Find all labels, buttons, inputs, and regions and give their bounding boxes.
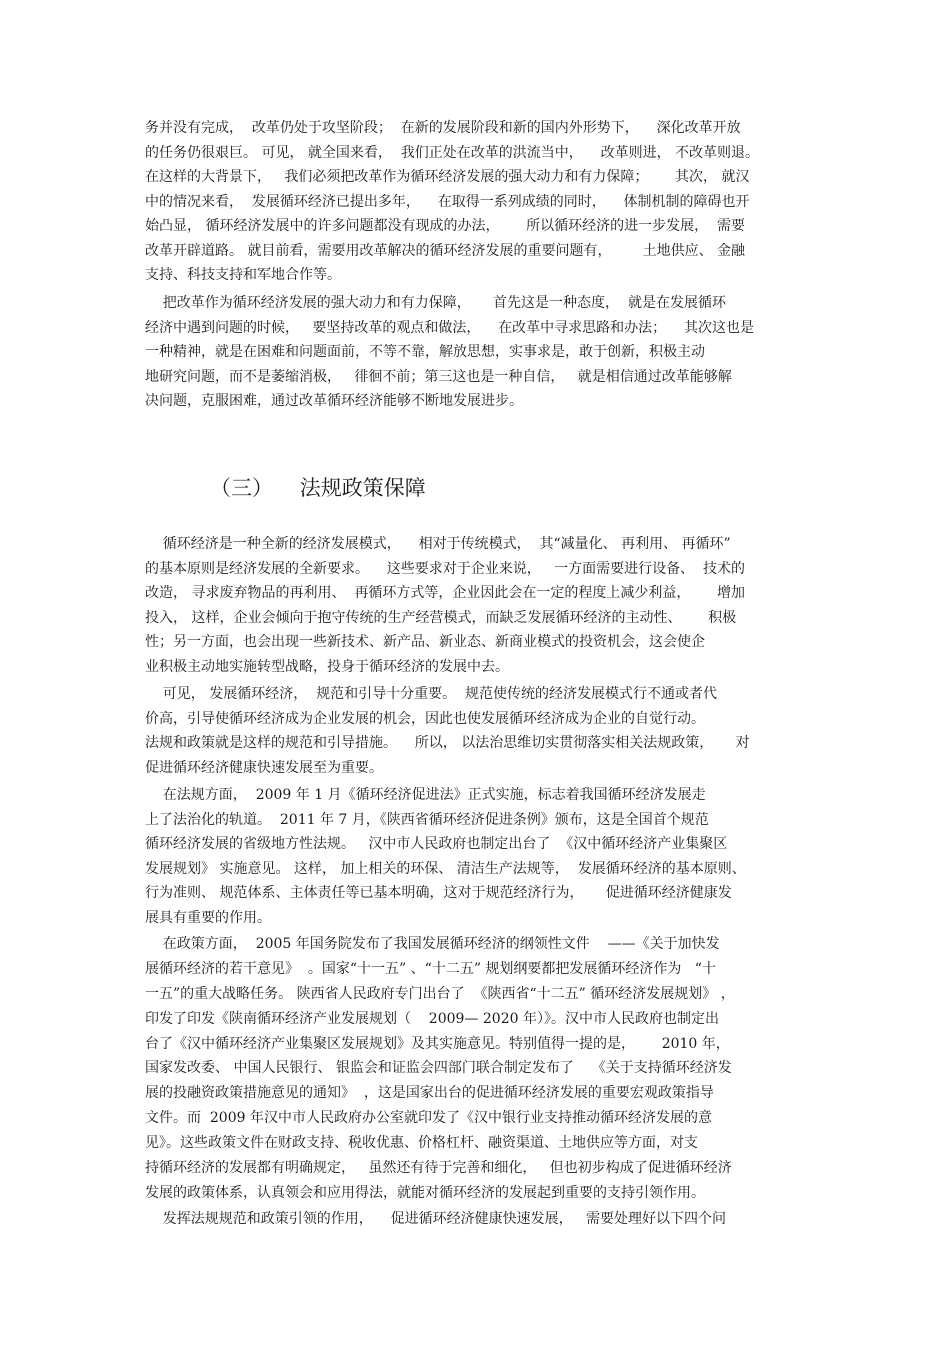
text-line: 台了《汉中循环经济产业集聚区发展规划》及其实施意见。特别值得一提的是， 2010 年， [145,1036,730,1052]
text-line: 持循环经济的发展都有明确规定， 虽然还有待于完善和细化， 但也初步构成了促进循环经济 [145,1160,732,1176]
text-line: 中的情况来看， 发展循环经济已提出多年， 在取得一系列成绩的同时， 体制机制的障碍也开 [145,194,750,210]
text-line: 法规和政策就是这样的规范和引导措施。 所以， 以法治思维切实贯彻落实相关法规政策， 对 [145,735,750,751]
text-line: 经济中遇到问题的时候， 要坚持改革的观点和做法， 在改革中寻求思路和办法； 其次这也是 [145,320,754,336]
text-line: 务并没有完成， 改革仍处于攻坚阶段； 在新的发展阶段和新的国内外形势下， 深化改革开放 [145,120,741,136]
text-line: 在这样的大背景下， 我们必须把改革作为循环经济发展的强大动力和有力保障； 其次， 就汉 [145,169,750,185]
text-line: 在法规方面， 2009 年 1 月《循环经济促进法》正式实施，标志着我国循环经济发展走 [145,787,706,803]
text-line: 展的投融资政策措施意见的通知》 ，这是国家出台的促进循环经济发展的重要宏观政策指导 [145,1085,714,1101]
text-line: 改造， 寻求废弃物品的再利用、 再循环方式等，企业因此会在一定的程度上减少利益， 增加 [145,585,746,601]
text-line: 地研究问题，而不是萎缩消极， 徘徊不前；第三这也是一种自信， 就是相信通过改革能够解 [145,369,732,385]
section-heading: （三） 法规政策保障 [210,476,426,500]
text-line: 在政策方面， 2005 年国务院发布了我国发展循环经济的纲领性文件 ——《关于加快发 [145,936,720,952]
text-line: 的基本原则是经济发展的全新要求。 这些要求对于企业来说， 一方面需要进行设备、 技术的 [145,561,746,577]
text-line: 循环经济发展的省级地方性法规。 汉中市人民政府也制定出台了 《汉中循环经济产业集聚区 [145,836,728,852]
text-line: 支持、科技支持和军地合作等。 [145,267,341,283]
text-line: 国家发改委、 中国人民银行、 银监会和证监会四部门联合制定发布了 《关于支持循环经济发 [145,1060,732,1076]
text-line: 展循环经济的若干意见》 。国家“十一五” 、“十二五” 规划纲要都把发展循环经济作为 “十 [145,961,716,977]
text-line: 价高，引导使循环经济成为企业发展的机会，因此也使发展循环经济成为企业的自觉行动。 [145,711,705,727]
text-line: 可见， 发展循环经济， 规范和引导十分重要。 规范使传统的经济发展模式行不通或者代 [145,686,718,702]
text-line: 的任务仍很艰巨。 可见， 就全国来看， 我们正处在改革的洪流当中， 改革则进， 不改革则退。 [145,145,760,161]
text-line: 投入， 这样，企业会倾向于抱守传统的生产经营模式，而缺乏发展循环经济的主动性、 积极 [145,610,737,626]
text-line: 发展的政策体系，认真领会和应用得法，就能对循环经济的发展起到重要的支持引领作用。 [145,1185,705,1201]
text-line: 促进循环经济健康快速发展至为重要。 [145,760,383,776]
text-line: 业积极主动地实施转型战略，投身于循环经济的发展中去。 [145,659,509,675]
text-line: 展具有重要的作用。 [145,910,271,926]
text-line: 改革开辟道路。 就目前看，需要用改革解决的循环经济发展的重要问题有， 土地供应、 金融 [145,243,746,259]
text-line: 一种精神，就是在困难和问题面前，不等不靠，解放思想，实事求是，敢于创新，积极主动 [145,344,705,360]
text-line: 发展规划》 实施意见。 这样， 加上相关的环保、 清洁生产法规等， 发展循环经济的基本原则、 [145,861,746,877]
text-line: 性；另一方面，也会出现一些新技术、新产品、新业态、新商业模式的投资机会，这会使企 [145,634,705,650]
text-line: 见》。这些政策文件在财政支持、税收优惠、价格杠杆、融资渠道、土地供应等方面，对支 [145,1135,698,1151]
text-line: 行为准则、 规范体系、主体责任等已基本明确，这对于规范经济行为， 促进循环经济健康发 [145,885,732,901]
text-line: 循环经济是一种全新的经济发展模式， 相对于传统模式， 其“减量化、 再利用、 再循环” [145,536,731,552]
text-line: 一五”的重大战略任务。 陕西省人民政府专门出台了 《陕西省“十二五” 循环经济发展规划》 ， [145,986,735,1002]
text-line: 文件。而 2009 年汉中市人民政府办公室就印发了《汉中银行业支持推动循环经济发展的意 [145,1110,712,1126]
text-line: 发挥法规规范和政策引领的作用， 促进循环经济健康快速发展， 需要处理好以下四个问 [145,1211,726,1227]
text-line: 印发了印发《陕南循环经济产业发展规划（ 2009— 2020 年）》。汉中市人民政府也制定出 [145,1011,719,1027]
text-line: 把改革作为循环经济发展的强大动力和有力保障， 首先这是一种态度， 就是在发展循环 [145,295,726,311]
text-line: 上了法治化的轨道。 2011 年 7 月，《陕西省循环经济促进条例》颁布，这是全国首个规范 [145,812,709,828]
text-line: 决问题，克服困难，通过改革循环经济能够不断地发展进步。 [145,393,523,409]
text-line: 始凸显， 循环经济发展中的许多问题都没有现成的办法， 所以循环经济的进一步发展， 需要 [145,218,746,234]
